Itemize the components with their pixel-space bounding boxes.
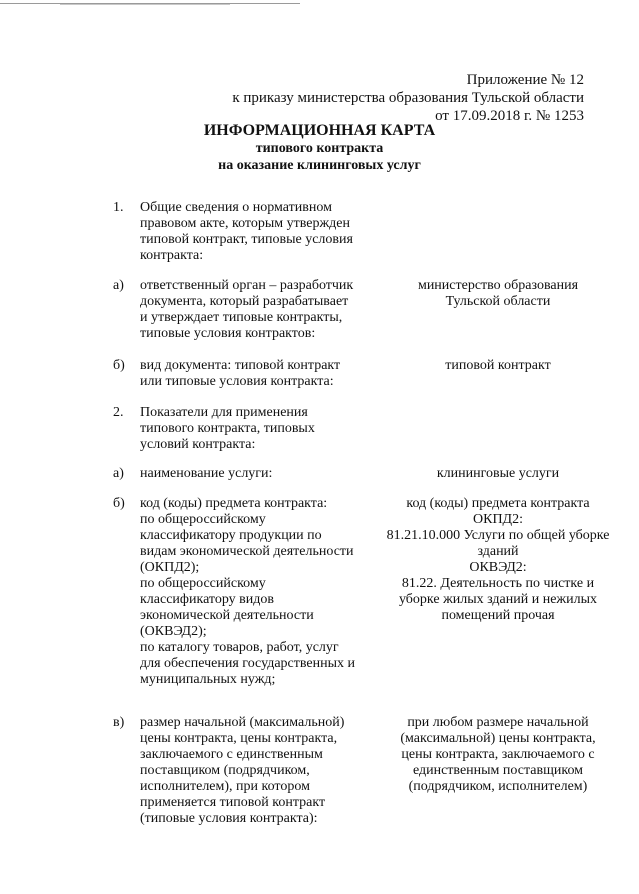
value-line: цены контракта, заключаемого с [401,747,595,762]
label-line: (типовые условия контракта): [140,811,318,826]
value-line: при любом размере начальной [407,715,589,730]
value-line: Тульской области [445,294,551,309]
label-line: типовой контракт, типовые условия [140,232,353,247]
value-line: типовой контракт [445,358,551,373]
item-label [140,200,372,264]
value-line: министерство образования [417,278,579,293]
label-line: вид документа: типовой контракт [140,358,341,373]
label-line: размер начальной (максимальной) [140,715,345,730]
label-line: правовом акте, которым утвержден [140,216,350,231]
label-line: цены контракта, цены контракта, [140,731,338,746]
item-value [380,466,616,482]
label-line: документа, который разрабатывает [140,294,349,309]
order-reference: к приказу министерства образования Тульской области [232,90,584,106]
value-line: клининговые услуги [436,466,560,481]
value-line: уборке жилых зданий и нежилых [398,592,597,607]
item-number: 2. [113,405,124,420]
value-line: 81.21.10.000 Услуги по общей уборке [386,528,610,543]
item-label [140,405,372,453]
item-number: а) [113,466,124,481]
label-line: наименование услуги: [140,466,273,481]
item-value [380,278,616,310]
value-line: 81.22. Деятельность по чистке и [401,576,595,591]
label-line: по каталогу товаров, работ, услуг [140,640,339,655]
label-line: Показатели для применения [140,405,308,420]
document-subtitle: типового контракта [255,141,384,156]
value-line: (максимальной) цены контракта, [400,731,596,746]
value-line: код (коды) предмета контракта [406,496,590,511]
label-line: или типовые условия контракта: [140,374,334,389]
label-line: по общероссийскому [140,512,266,527]
label-line: Общие сведения о нормативном [140,200,332,215]
appendix-number: Приложение № 12 [466,72,584,88]
value-line: помещений прочая [441,608,555,623]
value-line: ОКПД2: [473,512,523,527]
label-line: применяется типовой контракт [140,795,326,810]
label-line: типового контракта, типовых [140,421,315,436]
item-label [140,358,372,390]
label-line: исполнителем), при котором [140,779,310,794]
label-line: условий контракта: [140,437,256,452]
label-line: видам экономической деятельности [140,544,354,559]
item-number: б) [113,496,125,511]
order-date: от 17.09.2018 г. № 1253 [435,108,584,124]
item-value [380,358,616,374]
label-line: и утверждает типовые контракты, [140,310,343,325]
label-line: типовые условия контрактов: [140,326,316,341]
item-value [380,496,616,624]
label-line: муниципальных нужд; [140,672,276,687]
item-label [140,278,372,342]
item-label [140,496,372,688]
item-number: б) [113,358,125,373]
value-line: ОКВЭД2: [469,560,527,575]
item-label [140,715,372,827]
label-line: ответственный орган – разработчик [140,278,354,293]
value-line: зданий [477,544,519,559]
item-label [140,466,372,482]
item-number: в) [113,715,125,730]
document-subtitle: на оказание клининговых услуг [218,158,421,173]
label-line: классификатору видов [140,592,275,607]
item-number: а) [113,278,124,293]
label-line: по общероссийскому [140,576,266,591]
label-line: заключаемого с единственным [140,747,323,762]
label-line: для обеспечения государственных и [140,656,355,671]
item-number: 1. [113,200,124,215]
label-line: (ОКВЭД2); [140,624,207,639]
label-line: поставщиком (подрядчиком, [140,763,310,778]
scan-artifact-line [60,4,230,5]
value-line: (подрядчиком, исполнителем) [408,779,588,794]
item-value [380,715,616,795]
label-line: классификатору продукции по [140,528,322,543]
label-line: код (коды) предмета контракта: [140,496,328,511]
label-line: контракта: [140,248,204,263]
label-line: (ОКПД2); [140,560,200,575]
document-title: ИНФОРМАЦИОННАЯ КАРТА [203,122,436,139]
label-line: экономической деятельности [140,608,314,623]
value-line: единственным поставщиком [412,763,584,778]
